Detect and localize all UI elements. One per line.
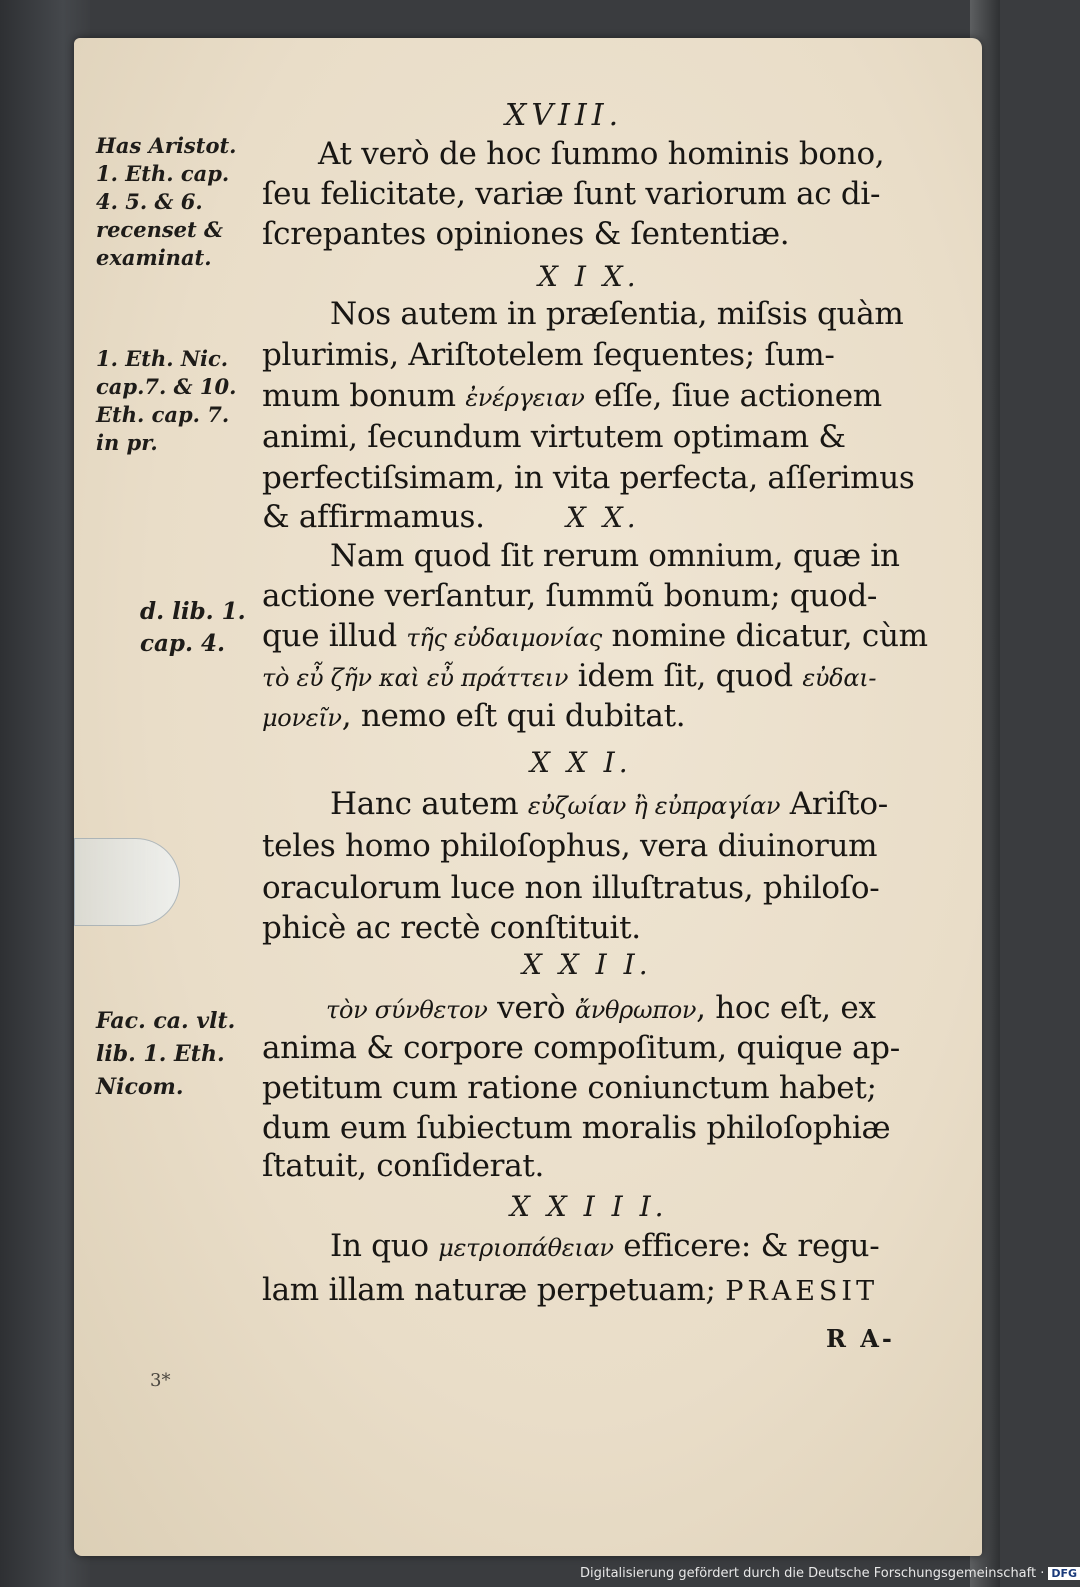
text-line: lam illam naturæ perpetuam; PRAESIT [262, 1272, 879, 1308]
text-line: τὸν σύνθετον verò ἄνθρωπον, hoc eſt, ex [326, 990, 876, 1026]
text-line: petitum cum ratione coniunctum habet; [262, 1070, 877, 1106]
margin-note-4: Fac. ca. vlt. lib. 1. Eth. Nicom. [96, 1008, 236, 1100]
text-line: ſeu felicitate, variæ ſunt variorum ac di- [262, 176, 881, 212]
text-line: dum eum ſubiectum moralis philoſophiæ [262, 1110, 891, 1146]
margin-note-1: Has Aristot. 1. Eth. cap. 4. 5. & 6. recenset & examinat. [96, 133, 237, 270]
dfg-logo: DFG [1048, 1567, 1080, 1580]
text-line: animi, ſecundum virtutem optimam & [262, 419, 846, 455]
signature-mark: 3* [150, 1370, 171, 1391]
section-number: X X I I I. [510, 1190, 668, 1223]
text-line: τὸ εὖ ζῆν καὶ εὖ πράττειν idem ſit, quod εὐδαι- [262, 658, 877, 694]
text-line: teles homo philoſophus, vera diuinorum [262, 828, 878, 864]
margin-note-3: d. lib. 1. cap. 4. [140, 598, 246, 657]
text-line: μονεῖν, nemo eſt qui dubitat. [262, 698, 686, 734]
text-line: Nos autem in præſentia, miſsis quàm [330, 296, 904, 332]
text-line: At verò de hoc ſummo hominis bono, [318, 136, 885, 172]
text-line: perfectiſsimam, in vita perfecta, aſſerimus [262, 460, 915, 496]
text-line: Nam quod ſit rerum omnium, quæ in [330, 538, 900, 574]
text-line: anima & corpore compoſitum, quique ap- [262, 1030, 900, 1066]
text-line: Hanc autem εὐζωίαν ἢ εὐπραγίαν Ariſto- [330, 786, 888, 822]
footer-text: Digitalisierung gefördert durch die Deutsche Forschungsgemeinschaft · [580, 1566, 1045, 1581]
margin-note-2: 1. Eth. Nic. cap.7. & 10. Eth. cap. 7. in pr. [96, 346, 237, 455]
section-number: X X I I. [522, 948, 652, 981]
text-line: que illud τῆς εὐδαιμονίας nomine dicatur, cùm [262, 618, 928, 654]
section-number: X X I. [530, 746, 632, 779]
page-header: XVIII. [505, 98, 624, 133]
text-line: ſtatuit, conſiderat. [262, 1148, 545, 1184]
text-line: oraculorum luce non illuſtratus, philoſo- [262, 870, 880, 906]
page-clip [74, 838, 180, 926]
text-line: plurimis, Ariſtotelem ſequentes; ſum- [262, 337, 835, 373]
catchword: R A- [826, 1324, 895, 1353]
text-line: & affirmamus. [262, 499, 485, 535]
text-line: ſcrepantes opiniones & ſententiæ. [262, 216, 790, 252]
section-number: X X. [566, 501, 640, 534]
section-number: X I X. [538, 260, 640, 293]
text-line: In quo μετριοπάθειαν efficere: & regu- [330, 1228, 880, 1264]
text-line: phicè ac rectè conſtituit. [262, 910, 641, 946]
text-line: actione verſantur, ſummũ bonum; quod- [262, 578, 878, 614]
digitization-footer [580, 1566, 1078, 1586]
text-line: mum bonum ἐνέργειαν eſſe, ſiue actionem [262, 378, 882, 414]
